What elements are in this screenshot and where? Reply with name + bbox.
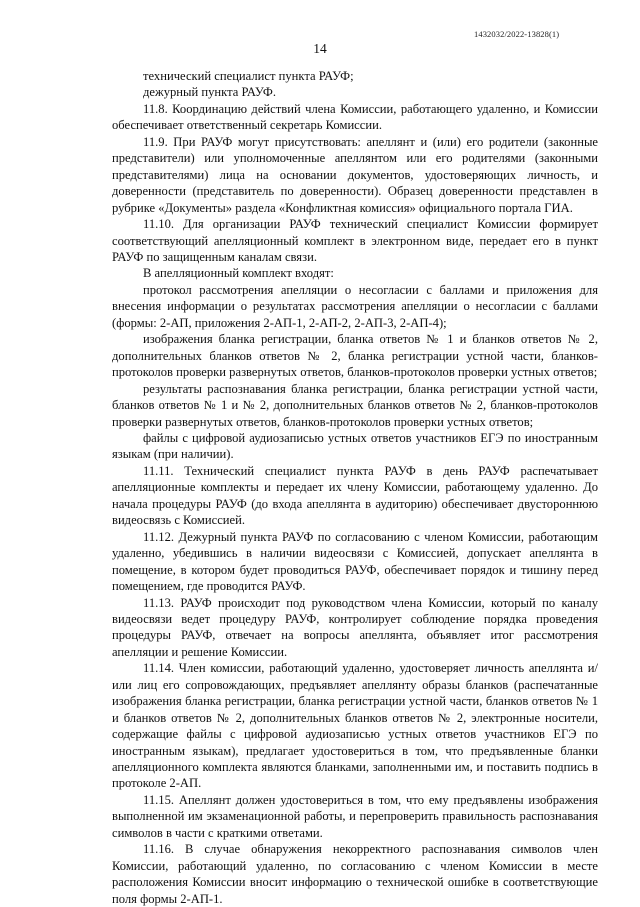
paragraph: результаты распознавания бланка регистрации, бланка регистрации устной части, бланков ответов № 1 и № 2, дополнительных бланков ответов № 2, бланков-протоколов проверки развернутых ответов, бланков-протоколов проверки устных ответов; [112, 381, 598, 429]
page-number: 14 [313, 41, 327, 56]
paragraph: 11.9. При РАУФ могут присутствовать: апеллянт и (или) его родители (законные представители) или уполномоченные апеллянтом или его родителями (законными представителями) лица на основании документов, удостоверяющих личность, и доверенности (представитель по доверенности). Образец доверенности представлен в рубрике «Документы» раздела «Конфликтная комиссия» официального портала ГИА. [112, 134, 598, 215]
paragraph: технический специалист пункта РАУФ; [143, 69, 354, 83]
paragraph: протокол рассмотрения апелляции о несогласии с баллами и приложения для внесения информации о результатах рассмотрения апелляции о несогласии с баллами (формы: 2-АП, приложения 2-АП-1, 2-АП-2, 2-АП-3, 2-АП-4); [112, 282, 598, 330]
paragraph: дежурный пункта РАУФ. [143, 85, 276, 100]
paragraph: 11.12. Дежурный пункта РАУФ по согласованию с членом Комиссии, работающим удаленно, убедившись в наличии видеосвязи с Комиссией, допускает апеллянта в помещение, в котором будет проводиться РАУФ, обеспечивает порядок и тишину перед помещением, где проводится РАУФ. [112, 529, 598, 594]
paragraph: 11.16. В случае обнаружения некорректного распознавания символов член Комиссии, работающий удаленно, по согласованию с членом Комиссии в месте расположения Комиссии вносит информацию о технической ошибке в соответствующие поля формы 2-АП-1. [112, 842, 598, 906]
paragraph: изображения бланка регистрации, бланка ответов № 1 и бланков ответов № 2, дополнительных бланков ответов № 2, бланка регистрации устной части, бланков-протоколов проверки развернутых ответов, бланков-протоколов проверки устных ответов; [112, 332, 598, 380]
document-body [112, 68, 598, 907]
paragraph: файлы с цифровой аудиозаписью устных ответов участников ЕГЭ по иностранным языкам (при наличии). [112, 430, 598, 462]
paragraph: 11.10. Для организации РАУФ технический специалист Комиссии формирует соответствующий апелляционный комплект в электронном виде, передает его в пункт РАУФ по защищенным каналам связи. [112, 217, 598, 264]
paragraph: 11.13. РАУФ происходит под руководством члена Комиссии, который по каналу видеосвязи ведет процедуру РАУФ, контролирует соблюдение порядка проведения процедуры РАУФ, отвечает на вопросы апеллянта, объявляет итог рассмотрения апелляции и решение Комиссии. [112, 595, 598, 659]
paragraph: 11.8. Координацию действий члена Комиссии, работающего удаленно, и Комиссии обеспечивает ответственный секретарь Комиссии. [112, 101, 598, 133]
paragraph: 11.14. Член комиссии, работающий удаленно, удостоверяет личность апеллянта и/или лиц его сопровождающих, предъявляет апеллянту образы бланков (распечатанные изображения бланка регистрации, бланка регистрации устной части, бланков ответов № 1 и бланков ответов № 2, дополнительных бланков ответов № 2, электронные носители, содержащие файлы с цифровой аудиозаписью устных ответов участников ЕГЭ по иностранным языкам), предлагает удостовериться в том, что предъявленные бланки апелляционного комплекта являются бланками, заполненными им, и поставить подпись в протоколе 2-АП. [112, 661, 598, 791]
paragraph: 11.15. Апеллянт должен удостовериться в том, что ему предъявлены изображения выполненной им экзаменационной работы, и перепроверить правильность распознавания символов в части с краткими ответами. [112, 792, 598, 840]
paragraph: В апелляционный комплект входят: [143, 266, 334, 281]
document-id: 1432032/2022-13828(1) [474, 29, 560, 39]
paragraph: 11.11. Технический специалист пункта РАУФ в день РАУФ распечатывает апелляционные комплекты и передает их члену Комиссии, работающему удаленно. До начала процедуры РАУФ (до входа апеллянта в аудиторию) обеспечивает двустороннюю видеосвязь с Комиссией. [112, 463, 598, 528]
